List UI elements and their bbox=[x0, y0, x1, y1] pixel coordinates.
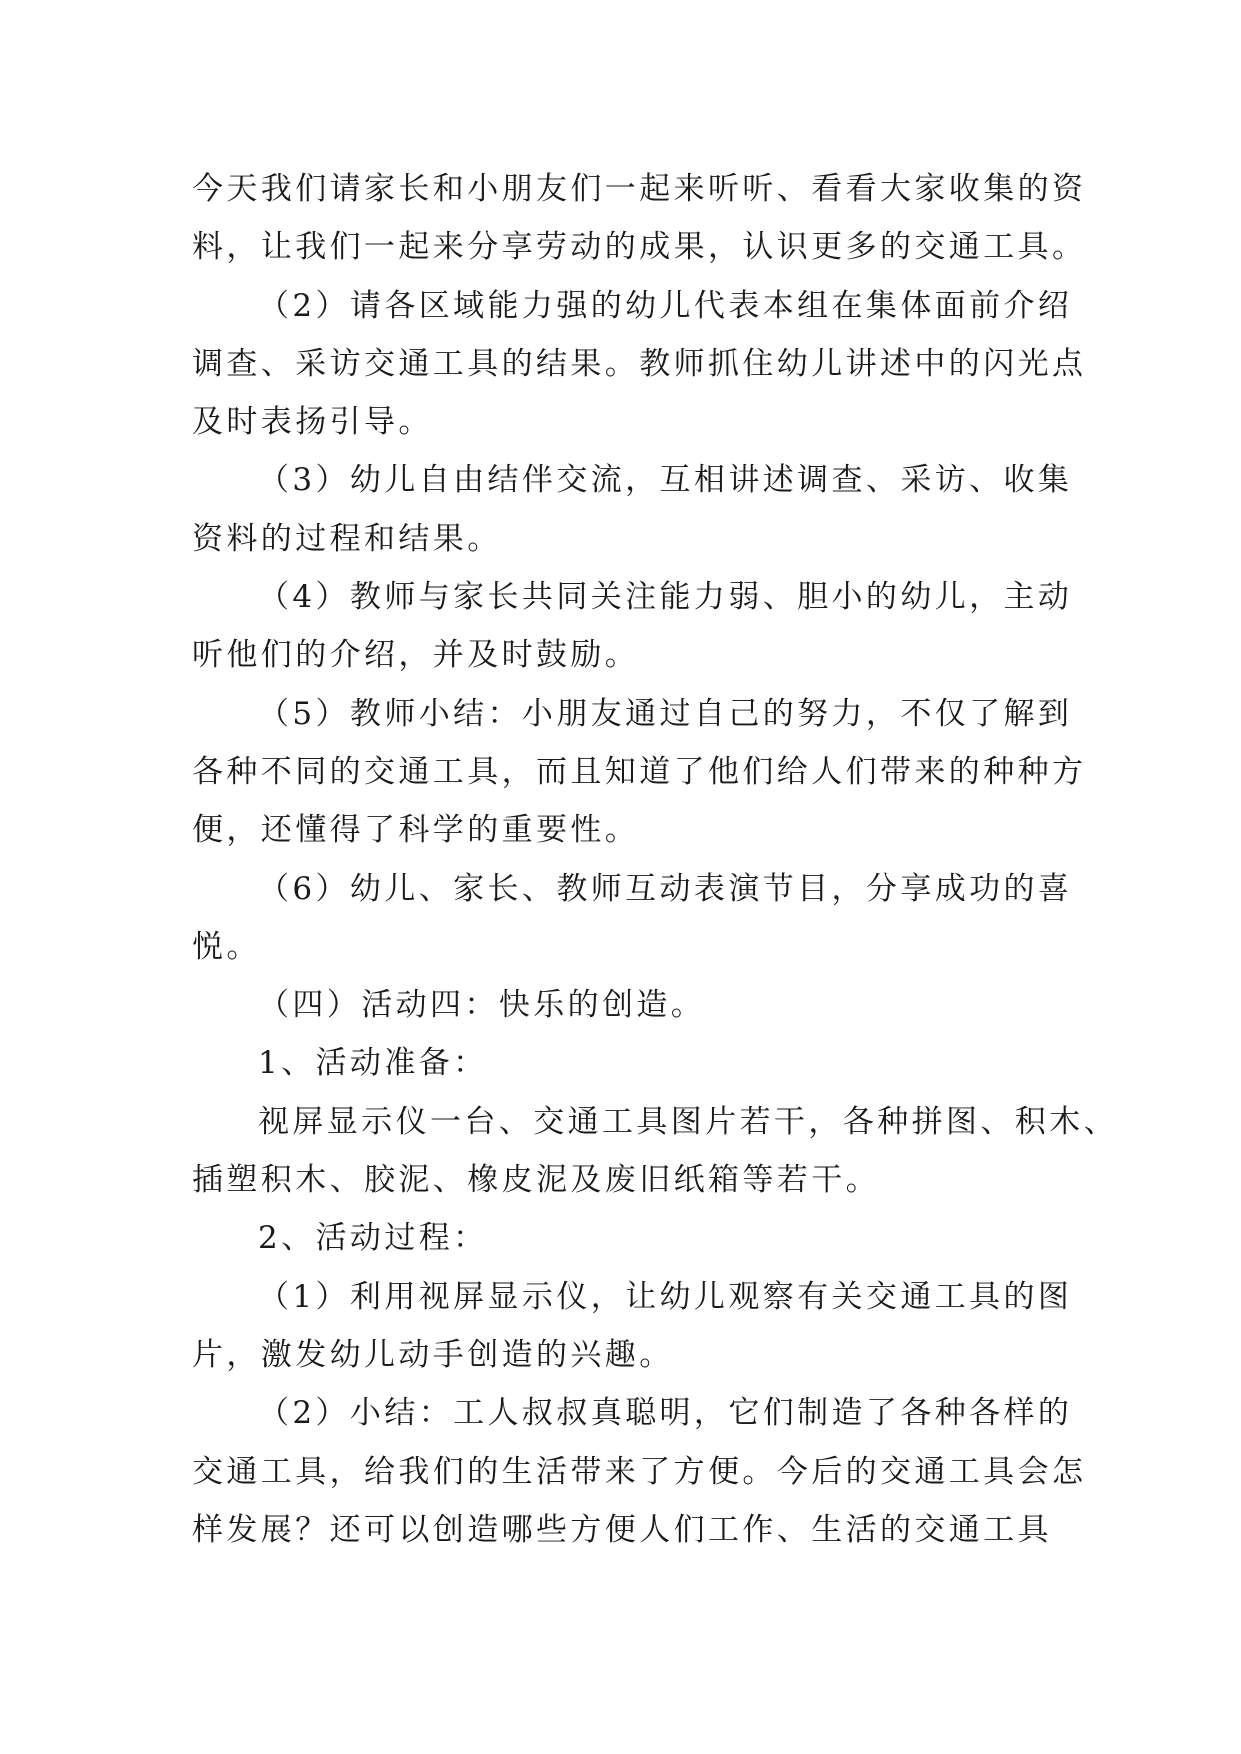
paragraph-line: 调查、采访交通工具的结果。教师抓住幼儿讲述中的闪光点 bbox=[192, 345, 1087, 382]
paragraph-line: 料，让我们一起来分享劳动的成果，认识更多的交通工具。 bbox=[192, 229, 1087, 266]
paragraph-line: （4）教师与家长共同关注能力弱、胆小的幼儿，主动 bbox=[258, 579, 1073, 616]
paragraph-line: 插塑积木、胶泥、橡皮泥及废旧纸箱等若干。 bbox=[192, 1162, 880, 1199]
paragraph-line: 悦。 bbox=[192, 928, 261, 965]
paragraph-line: 便，还懂得了科学的重要性。 bbox=[192, 812, 640, 849]
paragraph-line: 资料的过程和结果。 bbox=[192, 520, 502, 557]
subsection-heading: 1、活动准备： bbox=[258, 1045, 488, 1082]
paragraph-line: （1）利用视屏显示仪，让幼儿观察有关交通工具的图 bbox=[258, 1278, 1073, 1315]
document-body bbox=[192, 160, 1118, 1559]
paragraph-line: 今天我们请家长和小朋友们一起来听听、看看大家收集的资 bbox=[192, 171, 1087, 207]
paragraph-line: （3）幼儿自由结伴交流，互相讲述调查、采访、收集 bbox=[258, 462, 1073, 499]
paragraph-line: 听他们的介绍，并及时鼓励。 bbox=[192, 637, 640, 674]
paragraph-line: （2）请各区域能力强的幼儿代表本组在集体面前介绍 bbox=[258, 287, 1073, 324]
paragraph-line: （6）幼儿、家长、教师互动表演节目，分享成功的喜 bbox=[258, 870, 1073, 907]
subsection-heading: 2、活动过程： bbox=[258, 1220, 488, 1257]
paragraph-line: 及时表扬引导。 bbox=[192, 404, 433, 441]
paragraph-line: （5）教师小结：小朋友通过自己的努力，不仅了解到 bbox=[258, 695, 1073, 732]
section-heading: （四）活动四：快乐的创造。 bbox=[258, 987, 706, 1024]
paragraph-line: 样发展？还可以创造哪些方便人们工作、生活的交通工具 bbox=[192, 1511, 1052, 1548]
paragraph-line: （2）小结：工人叔叔真聪明，它们制造了各种各样的 bbox=[258, 1395, 1073, 1432]
paragraph-line: 交通工具，给我们的生活带来了方便。今后的交通工具会怎 bbox=[192, 1453, 1087, 1490]
paragraph-line: 各种不同的交通工具，而且知道了他们给人们带来的种种方 bbox=[192, 753, 1087, 790]
paragraph-line: 片，激发幼儿动手创造的兴趣。 bbox=[192, 1336, 674, 1373]
paragraph-line: 视屏显示仪一台、交通工具图片若干，各种拼图、积木、 bbox=[258, 1103, 1118, 1140]
